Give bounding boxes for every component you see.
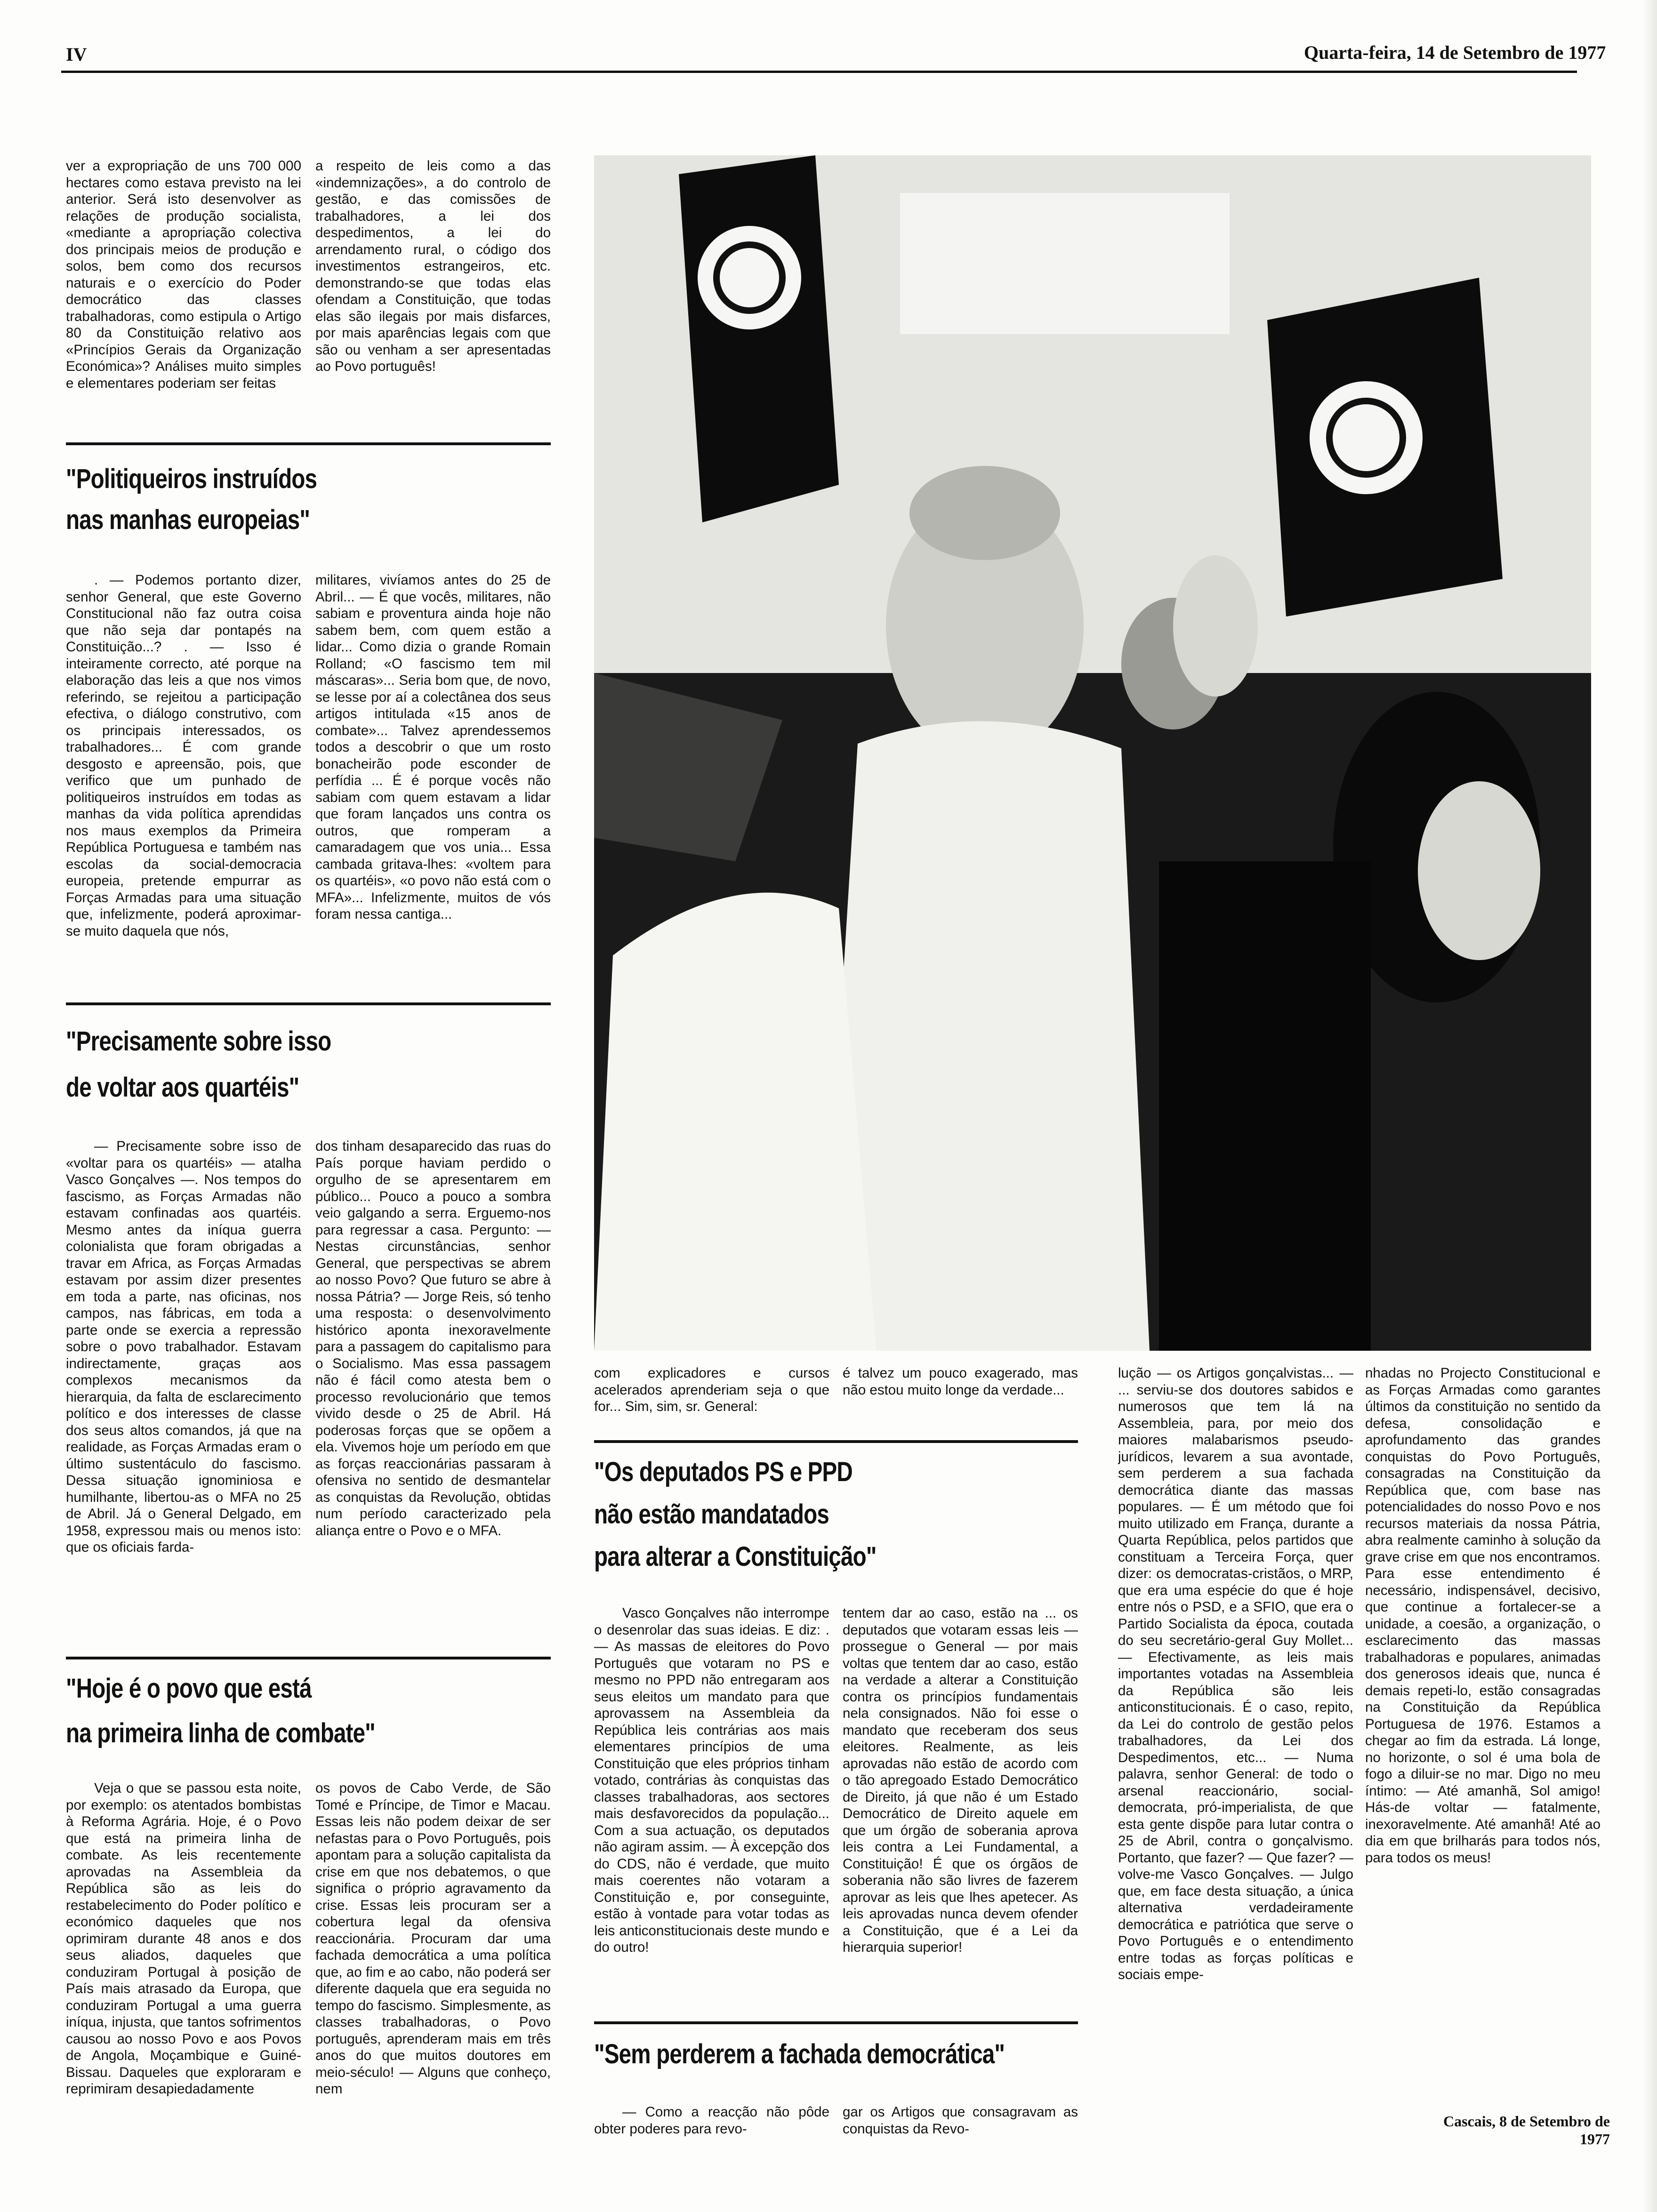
headline-deputados-line1: "Os deputados PS e PPD [594,1457,853,1487]
intro-column-1: ver a expropriação de uns 700 000 hectares como estava previsto na lei anterior. Será isto desenvolver as relações de produção socialista, «mediante a apropriação colectiva dos principais meios de produção e solos, bem como dos recursos naturais e o exercício do Poder democrático das classes trabalhadoras, como estipula o Artigo 80 da Constituição relativo aos «Princípios Gerais da Organização Económica»? Análises muito simples e elementares poderiam ser feitas [66,158,301,391]
section3-column-2: os povos de Cabo Verde, de São Tomé e Príncipe, de Timor e Macau. Essas leis não podem deixar de ser nefastas para o Povo Português, pois apontam para a solução capitalista da crise em que nos debatemos, o que significa o próprio agravamento da crise. Essas leis procuram ser a cobertura legal da ofensiva reaccionária. Procuram dar uma fachada democrática a uma política que, ao fim e ao cabo, não poderá ser diferente daquela que era seguida no tempo do fascismo. Simplesmente, as classes trabalhadoras, o Povo português, aprenderam mais em três anos do que muitos doutores em meio-século! — Alguns que conheço, nem [315,1780,551,2097]
issue-date: Quarta-feira, 14 de Setembro de 1977 [1304,42,1606,63]
dateline-signoff [1365,2112,1610,2148]
section1-column-2: militares, vivíamos antes do 25 de Abril... — É que vocês, militares, não sabiam e proventura ainda hoje não sabem bem, com quem estão a lidar... Como dizia o grande Romain Rolland; «O fascismo tem mil máscaras»... Seria bom que, de novo, se lesse por aí a colectânea dos seus artigos intitulada «15 anos de combate»... Talvez aprendessemos todos a descobrir o que um rosto bonacheirão pode esconder de perfídia ... É é porque vocês não sabiam com quem estavam a lidar que foram lançados uns contra os outros, que romperam a camaradagem que vos unia... Essa cambada gritava-lhes: «voltem para os quartéis», «o povo não está com o MFA»... Infelizmente, muitos de vós foram nessa cantiga... [315,572,551,922]
section2-column-1: — Precisamente sobre isso de «voltar para os quartéis» — atalha Vasco Gonçalves —. Nos tempos do fascismo, as Forças Armadas não estavam confinadas aos quartéis. Mesmo antes da iníqua guerra colonialista que foram obrigadas a travar em Africa, as Forças Armadas estavam por assim dizer presentes em toda a parte, nas oficinas, nos campos, nas fábricas, em toda a parte onde se exercia a repressão sobre o povo trabalhador. Estavam indirectamente, graças aos complexos mecanismos da hierarquia, da falta de esclarecimento político e dos interesses de classe dos seus altos comandos, já que na realidade, as Forças Armadas eram o último sustentáculo do fascismo. Dessa situação ignominiosa e humilhante, libertou-as o MFA no 25 de Abril. Já o General Delgado, em 1958, expressou mais ou menos isto: que os oficiais farda- [66,1138,301,1555]
section-rule [66,1002,551,1005]
section-rule [594,1440,1078,1443]
continuation-column-a: com explicadores e cursos acelerados aprenderiam seja o que for... Sim, sim, sr. General: [594,1365,829,1414]
right-column-1: lução — os Artigos gonçalvistas... — ... serviu-se dos doutores sabidos e numerosos que tem lá na Assembleia, para, por meio dos maiores malabarismos pseudo-jurídicos, levarem a sua avontade, sem perderem a sua fachada democrática diante das massas populares. — É um método que foi muito utilizado em França, durante a Quarta República, pelos partidos que constituam a Terceira Força, quer dizer: os democratas-cristãos, o MRP, que era uma espécie do que é hoje entre nós o PSD, e a SFIO, que era o Partido Socialista da época, coutada do seu secretário-geral Guy Mollet... — Efectivamente, as leis mais importantes votadas na Assembleia da República são leis anticonstitucionais. É o caso, repito, da Lei do controlo de gestão pelos trabalhadores, da Lei dos Despedimentos, etc... — Numa palavra, senhor General: de todo o arsenal reaccionário, social-democrata, pró-imperialista, de que esta gente dispõe para lutar contra o 25 de Abril, contra o gonçalvismo. Portanto, que fazer? — Que fazer? — volve-me Vasco Gonçalves. — Julgo que, em face desta situação, a única alternativa verdadeiramente democrática e patriótica que serve o Povo Português e o entendimento entre todas as forças políticas e sociais empe- [1118,1365,1353,1982]
headline-hoje-line1: "Hoje é o povo que está [66,1673,312,1704]
section-rule [66,442,551,445]
section4-column-1: Vasco Gonçalves não interrompe o desenrolar das suas ideias. E diz: . — As massas de eleitores do Povo Português que votaram no PS e mesmo no PPD não entregaram aos seus eleitos um mandato para que aprovassem na Assembleia da República leis contrárias aos mais elementares princípios de uma Constituição que eles próprios tinham votado, contrárias às conquistas das classes trabalhadoras, aos sectores mais desfavorecidos da população... Com a sua actuação, os deputados não agiram assim. — À excepção dos do CDS, não é verdade, que muito mais coerentes não votaram a Constituição e, por conseguinte, estão à vontade para votar todas as leis anticonstitucionais deste mundo e do outro! [594,1605,829,1955]
headline-precisamente-line2: de voltar aos quartéis" [66,1072,299,1103]
intro-column-2: a respeito de leis como a das «indemnizações», a do controlo de gestão, e das comissões de trabalhadores, a lei dos despedimentos, a lei do arrendamento rural, o código dos investimentos estrangeiros, etc. demonstrando-se que todas elas ofendam a Constituição, que todas elas são ilegais por mais disfarces, por mais aparências legais com que são ou venham a ser apresentadas ao Povo português! [315,158,551,374]
section3-column-1: Veja o que se passou esta noite, por exemplo: os atentados bombistas à Reforma Agrária. Hoje, é o Povo que está na primeira linha de combate. As leis recentemente aprovadas na Assembleia da República são as leis do restabelecimento do Poder político e económico daqueles que nos oprimiram durante 48 anos e dos seus aliados, daqueles que conduziram Portugal à posição de País mais atrasado da Europa, que conduziram Portugal a uma guerra iníqua, injusta, que tantos sofrimentos causou ao nosso Povo e aos Povos de Angola, Moçambique e Guiné-Bissau. Daqueles que exploraram e reprimiram desapiedadamente [66,1780,301,2097]
photo-vasco-goncalves-crowd [594,155,1591,1351]
headline-deputados-line2: não estão mandatados [594,1499,829,1530]
page-edge-shadow [1643,0,1657,2212]
section-rule [594,2021,1078,2024]
headline-politiqueiros-line1: "Politiqueiros instruídos [66,464,317,494]
headline-hoje-line2: na primeira linha de combate" [66,1718,375,1748]
headline-sem-perderem: "Sem perderem a fachada democrática" [594,2039,1005,2069]
right-column-2: nhadas no Projecto Constitucional e as Forças Armadas como garantes últimos da constituição no sentido da defesa, consolidação e aprofundamento das grandes conquistas do Povo Português, consagradas na Constituição da República que, com base nas potencialidades do nosso Povo e nos recursos materiais da nossa Pátria, abra realmente caminho à solução da grave crise em que nos encontramos. Para esse entendimento é necessário, indispensável, decisivo, que continue a fortalecer-se a unidade, a coesão, a organização, o esclarecimento das massas trabalhadoras e populares, animadas dos generosos ideais que, nunca é demais repeti-lo, estão consagradas na Constituição da República Portuguesa de 1976. Estamos a chegar ao fim da estrada. Lá longe, no horizonte, o sol é uma bola de fogo a diluir-se no mar. Digo no meu íntimo: — Até amanhã, Sol amigo! Hás-de voltar — fatalmente, inexoravelmente. Até amanhã! Até ao dia em que brilharás para todos nós, para todos os meus! [1365,1365,1601,1866]
continuation-column-b: é talvez um pouco exagerado, mas não estou muito longe da verdade... [843,1365,1078,1398]
headline-deputados-line3: para alterar a Constituição" [594,1541,877,1572]
page-number: IV [66,44,87,65]
header-rule [61,71,1577,73]
section-rule [66,1657,551,1659]
signoff-line2: 1977 [1580,2131,1610,2148]
signoff-line1: Cascais, 8 de Setembro de [1443,2113,1610,2130]
section1-column-1: . — Podemos portanto dizer, senhor General, que este Governo Constitucional não faz outra coisa que não seja dar pontapés na Constituição...? . — Isso é inteiramente correcto, até porque na elaboração das leis a que nos vimos referindo, se rejeitou a participação efectiva, o diálogo construtivo, com os principais interessados, os trabalhadores... É com grande desgosto e apreensão, pois, que verifico que um punhado de politiqueiros instruídos em todas as manhas da vida política aprendidas nos maus exemplos da Primeira República Portuguesa e também nas escolas da social-democracia europeia, pretende empurrar as Forças Armadas para uma situação que, infelizmente, poderá aproximar-se muito daquela que nós, [66,572,301,939]
section2-column-2: dos tinham desaparecido das ruas do País porque haviam perdido o orgulho de se apresentarem em público... Pouco a pouco a sombra veio galgando a serra. Erguemo-nos para regressar a casa. Pergunto: — Nestas circunstâncias, senhor General, que perspectivas se abrem ao nosso Povo? Que futuro se abre à nossa Pátria? — Jorge Reis, só tenho uma resposta: o desenvolvimento histórico aponta inexoravelmente para a passagem do capitalismo para o Socialismo. Mas essa passagem não é fácil como atesta bem o processo revolucionário que temos vivido desde o 25 de Abril. Há poderosas forças que se opõem a ela. Vivemos hoje um período em que as forças reaccionárias passaram à ofensiva no sentido de desmantelar as conquistas da Revolução, obtidas num período caracterizado pela aliança entre o Povo e o MFA. [315,1138,551,1539]
section4-column-2: tentem dar ao caso, estão na ... os deputados que votaram essas leis — prossegue o General — por mais voltas que tentem dar ao caso, estão na verdade a alterar a Constituição contra os princípios fundamentais nela consignados. Não foi esse o mandato que receberam dos seus eleitores. Realmente, as leis aprovadas não estão de acordo com o tão apregoado Estado Democrático de Direito, já que não é um Estado Democrático de Direito aquele em que um órgão de soberania aprova leis contra a Lei Fundamental, a Constituição! É que os órgãos de soberania não são livres de fazerem aprovar as leis que lhes apetecer. As leis aprovadas nunca devem ofender a Constituição, que é a Lei da hierarquia superior! [843,1605,1078,1955]
section5-column-2: gar os Artigos que consagravam as conquistas da Revo- [843,2104,1078,2137]
headline-politiqueiros-line2: nas manhas europeias" [66,505,310,535]
headline-precisamente-line1: "Precisamente sobre isso [66,1026,331,1057]
section5-column-1: — Como a reacção não pôde obter poderes para revo- [594,2104,829,2137]
